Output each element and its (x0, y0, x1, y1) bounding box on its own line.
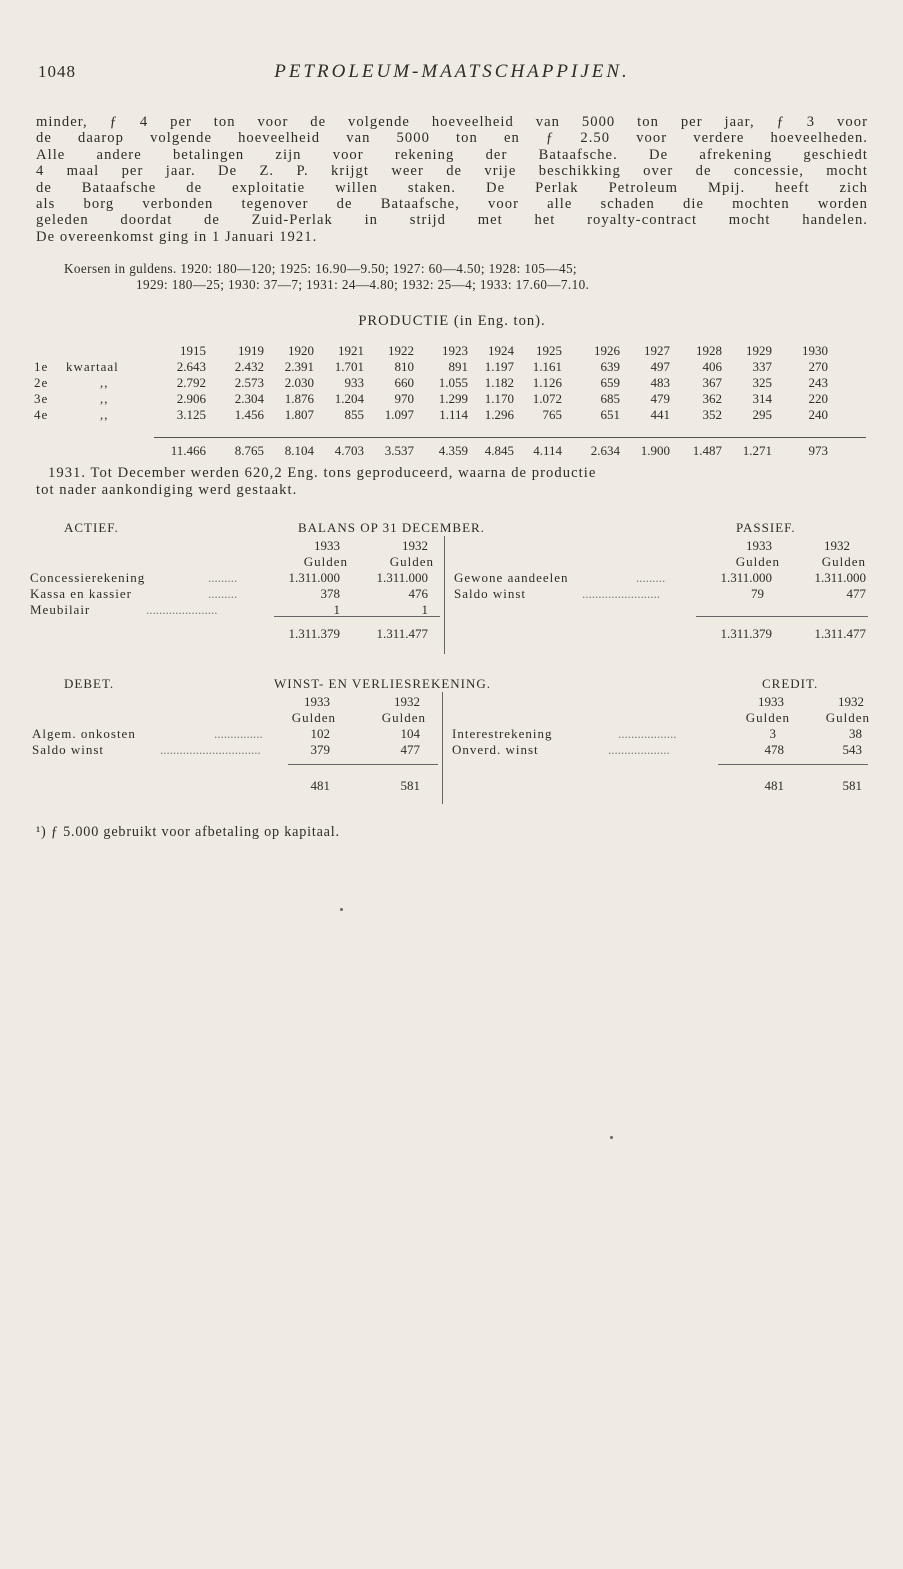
year-header: 1924 (488, 343, 514, 359)
total-cell: 8.104 (284, 443, 314, 459)
row-label: Concessierekening (30, 570, 146, 586)
unit-header: Gulden (381, 710, 426, 726)
production-cell: 337 (752, 359, 772, 375)
value-cell: 477 (846, 586, 866, 602)
production-cell: 2.643 (176, 359, 206, 375)
year-header: 1927 (644, 343, 670, 359)
text-line: de Bataafsche de exploitatie willen staken. De Perlak Petroleum Mpij. heeft zich (36, 179, 868, 196)
page-number: 1048 (38, 62, 76, 81)
total-cell: 1.311.379 (720, 626, 772, 642)
value-cell: 1.311.000 (814, 570, 866, 586)
text-line: geleden doordat de Zuid-Perlak in strijd met het royalty-contract mocht handelen. (36, 212, 868, 229)
total-cell: 481 (764, 778, 784, 794)
production-cell: 1.170 (484, 391, 514, 407)
production-cell: 2.792 (176, 375, 206, 391)
profit-loss-account (32, 674, 870, 814)
value-cell: 1.311.000 (376, 570, 428, 586)
total-cell: 2.634 (590, 443, 620, 459)
balance-title: BALANS OP 31 DECEMBER. (298, 520, 485, 536)
production-cell: 1.055 (438, 375, 468, 391)
unit-header: Gulden (825, 710, 870, 726)
production-cell: 933 (344, 375, 364, 391)
production-cell: 240 (808, 407, 828, 423)
total-cell: 1.311.477 (376, 626, 428, 642)
year-header: 1921 (338, 343, 364, 359)
year-header: 1919 (238, 343, 264, 359)
production-cell: 891 (448, 359, 468, 375)
total-rule (154, 437, 866, 438)
production-cell: 1.807 (284, 407, 314, 423)
unit-header: Gulden (821, 554, 866, 570)
row-label: Saldo winst (32, 742, 105, 758)
production-cell: 220 (808, 391, 828, 407)
column-divider (442, 692, 443, 804)
dot-leader: ...................... (146, 602, 218, 618)
production-table (36, 313, 868, 457)
row-label: Interestrekening (452, 726, 553, 742)
value-cell: 3 (769, 726, 776, 742)
production-cell: 651 (600, 407, 620, 423)
production-cell: 1.197 (484, 359, 514, 375)
page-content (30, 58, 870, 841)
production-cell: 855 (344, 407, 364, 423)
year-header: 1928 (696, 343, 722, 359)
production-cell: 3.125 (176, 407, 206, 423)
quarter-label: 1e (34, 359, 49, 375)
quarter-sub: ,, (100, 391, 109, 407)
production-cell: 270 (808, 359, 828, 375)
value-cell: 543 (842, 742, 862, 758)
year-header: 1933 (758, 694, 784, 710)
dot-leader: .................. (618, 726, 677, 742)
production-cell: 659 (600, 375, 620, 391)
total-cell: 4.845 (484, 443, 514, 459)
unit-header: Gulden (735, 554, 780, 570)
production-cell: 1.701 (334, 359, 364, 375)
production-cell: 497 (650, 359, 670, 375)
total-cell: 581 (842, 778, 862, 794)
production-cell: 352 (702, 407, 722, 423)
balance-right-title: PASSIEF. (736, 520, 796, 536)
production-cell: 1.114 (439, 407, 468, 423)
unit-header: Gulden (291, 710, 336, 726)
year-header: 1926 (594, 343, 620, 359)
page-header (36, 58, 868, 92)
production-cell: 406 (702, 359, 722, 375)
dot-leader: ......... (208, 586, 238, 602)
production-cell: 765 (542, 407, 562, 423)
total-rule (288, 764, 438, 765)
text-line: als borg verbonden tegenover de Bataafsche, voor alle schaden die mochten worden (36, 196, 868, 213)
production-cell: 1.161 (532, 359, 562, 375)
dot-leader: ......... (208, 570, 238, 586)
production-cell: 970 (394, 391, 414, 407)
production-cell: 2.304 (234, 391, 264, 407)
production-cell: 2.573 (234, 375, 264, 391)
total-cell: 1.311.477 (814, 626, 866, 642)
year-header: 1925 (536, 343, 562, 359)
value-cell: 379 (310, 742, 330, 758)
total-cell: 11.466 (170, 443, 206, 459)
paper-speck (610, 1136, 613, 1139)
quarter-sub: ,, (100, 407, 109, 423)
row-label: Kassa en kassier (30, 586, 132, 602)
value-cell: 104 (400, 726, 420, 742)
total-cell: 1.311.379 (288, 626, 340, 642)
production-cell: 314 (752, 391, 772, 407)
production-cell: 1.097 (384, 407, 414, 423)
text-line: tot nader aankondiging werd gestaakt. (36, 481, 298, 498)
balance-left-title: ACTIEF. (64, 520, 119, 536)
value-cell: 476 (408, 586, 428, 602)
production-cell: 1.876 (284, 391, 314, 407)
year-header: 1933 (314, 538, 340, 554)
value-cell: 478 (764, 742, 784, 758)
production-cell: 367 (702, 375, 722, 391)
production-cell: 479 (650, 391, 670, 407)
production-cell: 243 (808, 375, 828, 391)
running-title: PETROLEUM-MAATSCHAPPIJEN. (274, 61, 630, 82)
production-cell: 1.299 (438, 391, 468, 407)
text-line: De overeenkomst ging in 1 Januari 1921. (36, 228, 318, 245)
row-label: Saldo winst (454, 586, 527, 602)
value-cell: 38 (849, 726, 862, 742)
value-cell: 1.311.000 (720, 570, 772, 586)
year-header: 1920 (288, 343, 314, 359)
dot-leader: ............................... (160, 742, 261, 758)
total-cell: 1.900 (640, 443, 670, 459)
dot-leader: ......... (636, 570, 666, 586)
quarter-label: 3e (34, 391, 49, 407)
dot-leader: ............... (214, 726, 263, 742)
value-cell: 1 (421, 602, 428, 618)
value-cell: 1.311.000 (288, 570, 340, 586)
share-prices (36, 261, 868, 293)
total-cell: 4.703 (334, 443, 364, 459)
total-rule (696, 616, 868, 617)
production-cell: 441 (650, 407, 670, 423)
quarter-sub: ,, (100, 375, 109, 391)
paper-speck (340, 908, 343, 911)
production-cell: 1.204 (334, 391, 364, 407)
total-cell: 973 (808, 443, 828, 459)
production-cell: 1.296 (484, 407, 514, 423)
quarter-label: 4e (34, 407, 49, 423)
total-cell: 4.114 (533, 443, 562, 459)
intro-paragraph (36, 114, 868, 245)
dot-leader: ........................ (582, 586, 660, 602)
price-line: Koersen in guldens. 1920: 180—120; 1925: 16.90—9.50; 1927: 60—4.50; 1928: 105—45; (64, 261, 577, 277)
value-cell: 102 (310, 726, 330, 742)
pnl-right-title: CREDIT. (762, 676, 819, 692)
production-cell: 2.906 (176, 391, 206, 407)
total-cell: 8.765 (234, 443, 264, 459)
production-cell: 2.030 (284, 375, 314, 391)
paragraph-1931 (36, 465, 868, 498)
year-header: 1923 (442, 343, 468, 359)
unit-header: Gulden (745, 710, 790, 726)
text-line: 4 maal per jaar. De Z. P. krijgt weer de vrije beschikking over de concessie, mocht (36, 163, 868, 180)
text-line: minder, ƒ 4 per ton voor de volgende hoeveelheid van 5000 ton per jaar, ƒ 3 voor (36, 114, 868, 130)
total-cell: 3.537 (384, 443, 414, 459)
production-cell: 483 (650, 375, 670, 391)
production-title: PRODUCTIE (in Eng. ton). (358, 313, 546, 330)
production-cell: 325 (752, 375, 772, 391)
production-cell: 2.432 (234, 359, 264, 375)
total-cell: 581 (400, 778, 420, 794)
year-header: 1915 (180, 343, 206, 359)
year-header: 1933 (746, 538, 772, 554)
balance-sheet (30, 516, 868, 670)
year-header: 1932 (402, 538, 428, 554)
text-line: de daarop volgende hoeveelheid van 5000 ton en ƒ 2.50 voor verdere hoeveelheden. (36, 130, 868, 147)
value-cell: 477 (400, 742, 420, 758)
column-divider (444, 536, 445, 654)
production-cell: 1.126 (532, 375, 562, 391)
production-cell: 810 (394, 359, 414, 375)
text-line: Alle andere betalingen zijn voor rekening der Bataafsche. De afrekening geschiedt (36, 146, 868, 163)
price-line: 1929: 180—25; 1930: 37—7; 1931: 24—4.80; 1932: 25—4; 1933: 17.60—7.10. (136, 277, 590, 293)
production-cell: 295 (752, 407, 772, 423)
year-header: 1932 (394, 694, 420, 710)
total-cell: 1.487 (692, 443, 722, 459)
row-label: Algem. onkosten (32, 726, 136, 742)
year-header: 1933 (304, 694, 330, 710)
year-header: 1932 (838, 694, 864, 710)
quarter-sub: kwartaal (66, 359, 119, 375)
production-cell: 639 (600, 359, 620, 375)
quarter-label: 2e (34, 375, 49, 391)
production-cell: 660 (394, 375, 414, 391)
value-cell: 1 (333, 602, 340, 618)
row-label: Gewone aandeelen (454, 570, 569, 586)
production-cell: 1.072 (532, 391, 562, 407)
dot-leader: ................... (608, 742, 670, 758)
total-cell: 4.359 (438, 443, 468, 459)
year-header: 1929 (746, 343, 772, 359)
year-header: 1922 (388, 343, 414, 359)
total-cell: 1.271 (742, 443, 772, 459)
production-cell: 1.456 (234, 407, 264, 423)
unit-header: Gulden (303, 554, 348, 570)
production-cell: 362 (702, 391, 722, 407)
row-label: Meubilair (30, 602, 91, 618)
value-cell: 378 (320, 586, 340, 602)
pnl-left-title: DEBET. (64, 676, 115, 692)
unit-header: Gulden (389, 554, 434, 570)
production-cell: 2.391 (284, 359, 314, 375)
year-header: 1930 (802, 343, 828, 359)
text-line: 1931. Tot December werden 620,2 Eng. tons geproduceerd, waarna de productie (48, 465, 597, 482)
row-label: Onverd. winst (452, 742, 539, 758)
total-rule (718, 764, 868, 765)
total-rule (274, 616, 440, 617)
production-cell: 1.182 (484, 375, 514, 391)
production-cell: 685 (600, 391, 620, 407)
footnote: ¹) ƒ 5.000 gebruikt voor afbetaling op kapitaal. (36, 824, 340, 841)
value-cell: 79 (751, 586, 764, 602)
year-header: 1932 (824, 538, 850, 554)
total-cell: 481 (310, 778, 330, 794)
pnl-title: WINST- EN VERLIESREKENING. (274, 676, 492, 692)
